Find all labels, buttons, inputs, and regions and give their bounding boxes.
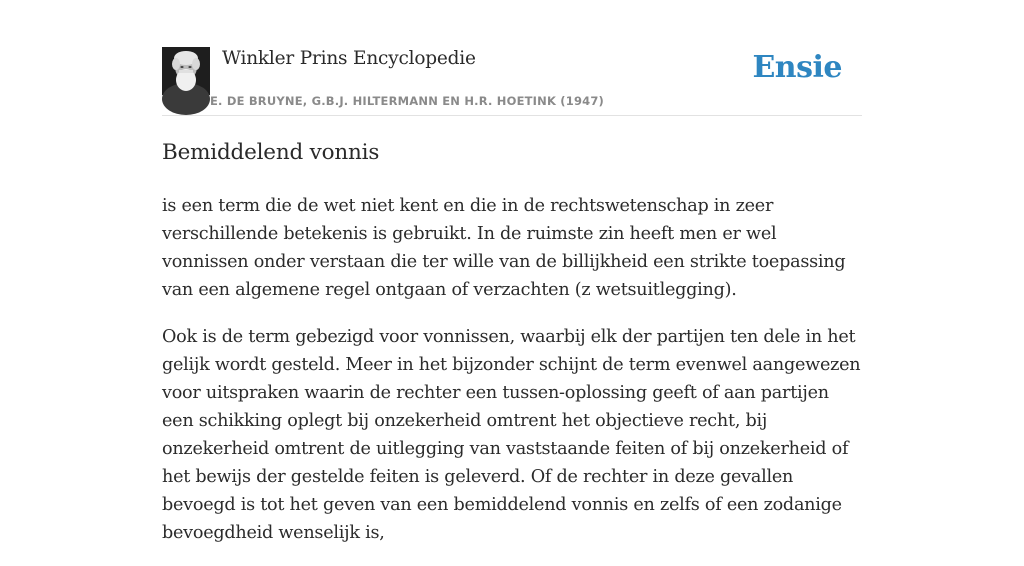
encyclopedia-title[interactable]: Winkler Prins Encyclopedie — [222, 48, 476, 69]
article-body — [162, 192, 862, 566]
article-title: Bemiddelend vonnis — [162, 140, 380, 165]
page-header — [162, 46, 862, 116]
brand-logo[interactable]: Ensie — [752, 50, 842, 85]
authors-line: E. DE BRUYNE, G.B.J. HILTERMANN EN H.R. HOETINK (1947) — [210, 94, 605, 108]
article-paragraph: Ook is de term gebezigd voor vonnissen, waarbij elk der partijen ten dele in het gelijk wordt gesteld. Meer in het bijzonder schijnt de term evenwel aangewezen voor uitspraken waarin de rechter een tussen-oplossing geeft of aan partijen een schikking oplegt bij onzekerheid omtrent het objectieve recht, bij onzekerheid omtrent de uitlegging van vaststaande feiten of bij onzekerheid of het bewijs der gestelde feiten is geleverd. Of de rechter in deze gevallen bevoegd is tot het geven van een bemiddelend vonnis en zelfs of een zodanige bevoegdheid wenselijk is, — [162, 327, 861, 543]
portrait-avatar-icon[interactable] — [162, 47, 210, 95]
article-paragraph: is een term die de wet niet kent en die in de rechtswetenschap in zeer verschillende betekenis is gebruikt. In de ruimste zin heeft men er wel vonnissen onder verstaan die ter wille van de billijkheid een strikte toepassing van een algemene regel ontgaan of verzachten (z wetsuitlegging). — [162, 196, 846, 300]
